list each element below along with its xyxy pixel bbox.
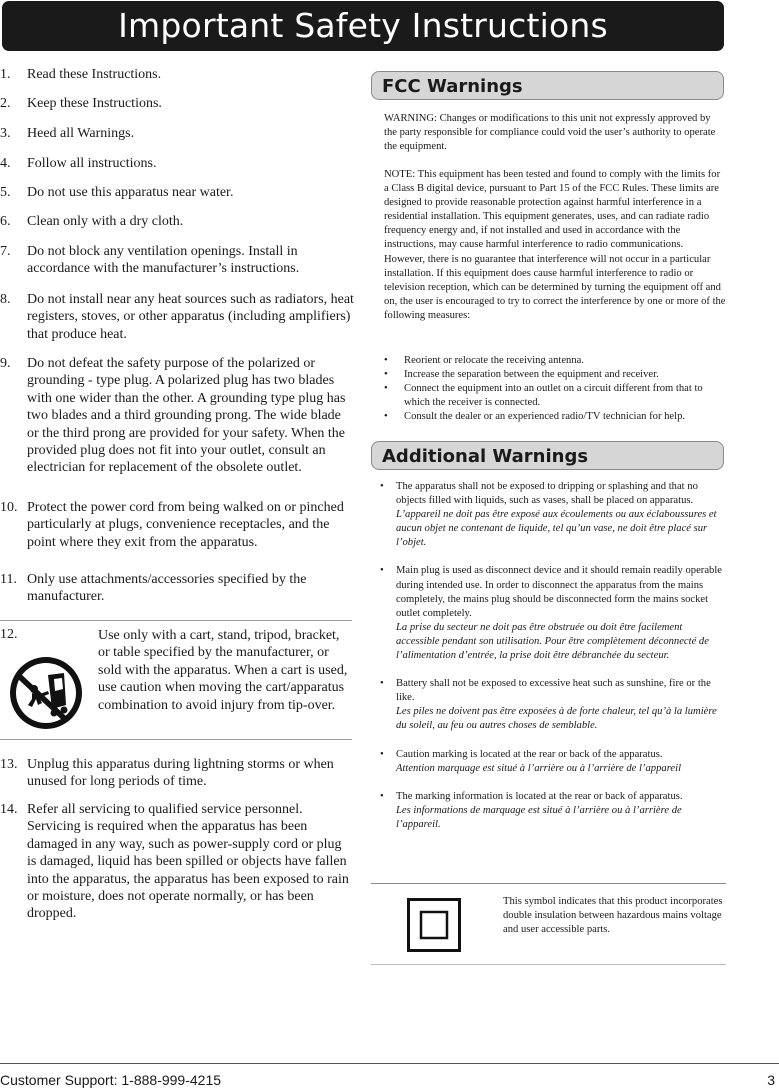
bullet: • — [380, 481, 384, 492]
item-text: Read these Instructions. — [27, 67, 162, 82]
additional-warnings-list — [371, 480, 726, 832]
page-number: 3 — [767, 1072, 775, 1088]
cart-warning-box — [0, 620, 352, 740]
bullet: • — [380, 678, 384, 690]
page-title: Important Safety Instructions — [2, 1, 724, 51]
list-item — [384, 354, 724, 368]
instruction-item — [0, 125, 357, 142]
item-number: 6. — [0, 214, 11, 229]
item-number: 14. — [0, 802, 18, 817]
cart-warning-text: Use only with a cart, stand, tripod, bracket, or table specified by the manufacturer, or sold with the apparatus. When a cart is used, use caution when moving the cart/apparatus combination to avoid injury from tip-over. — [98, 628, 348, 713]
list-item — [371, 480, 726, 550]
item-number: 5. — [0, 185, 11, 200]
measure-text: Connect the equipment into an outlet on a circuit different from that to which the receiver is connected. — [404, 383, 703, 409]
item-text: Do not use this apparatus near water. — [27, 185, 234, 200]
item-number: 1. — [0, 67, 11, 82]
bullet: • — [384, 411, 388, 423]
item-number: 7. — [0, 244, 11, 259]
item-text: Keep these Instructions. — [27, 96, 162, 111]
list-item — [384, 368, 724, 382]
measure-text: Consult the dealer or an experienced radio/TV technician for help. — [404, 411, 686, 423]
additional-warnings-heading: Additional Warnings — [371, 441, 724, 470]
list-item — [384, 410, 724, 424]
warning-text-en: The apparatus shall not be exposed to dripping or splashing and that no objects filled with liquids, such as vases, shall be placed on apparatus. — [396, 481, 698, 507]
warning-text-en: The marking information is located at the rear or back of apparatus. — [396, 790, 683, 802]
item-text: Do not install near any heat sources such as radiators, heat registers, stoves, or other apparatus (including amplifiers) that produce heat. — [27, 292, 354, 342]
item-number: 13. — [0, 757, 18, 772]
measure-text: Reorient or relocate the receiving antenna. — [404, 355, 585, 366]
instruction-item — [0, 801, 353, 923]
item-text: Clean only with a dry cloth. — [27, 214, 184, 229]
item-number: 3. — [0, 126, 11, 141]
instruction-item — [0, 184, 357, 201]
instruction-item — [0, 291, 355, 343]
item-text: Follow all instructions. — [27, 156, 157, 171]
bullet: • — [380, 565, 384, 577]
item-text: Refer all servicing to qualified service personnel. Servicing is required when the apparatus has been damaged in any way, such as power-supply cord or plug is damaged, liquid has been spilled or objects have fallen into the apparatus, the apparatus has been exposed to rain or moisture, does not operate normally, or has been dropped. — [27, 802, 349, 922]
warning-text-fr: La prise du secteur ne doit pas être obstruée ou doit être facilement accessible pendant son utilisation. Pour être complètement déconnecté de l’alimentation d’entrée, la prise doit être débranchée du secteur. — [396, 621, 709, 662]
item-text: Heed all Warnings. — [27, 126, 135, 141]
instruction-item — [0, 571, 337, 606]
item-number: 12. — [0, 627, 18, 642]
instruction-item — [0, 243, 317, 278]
item-text: Protect the power cord from being walked on or pinched particularly at plugs, convenience receptacles, and the point where they exit from the apparatus. — [27, 500, 344, 550]
instruction-item — [0, 355, 355, 477]
item-number: 11. — [0, 572, 17, 587]
instruction-item — [0, 756, 349, 791]
instruction-item — [0, 213, 357, 230]
list-item — [371, 748, 726, 776]
double-insulation-text: This symbol indicates that this product incorporates double insulation between hazardous mains voltage and user accessible parts. — [503, 896, 723, 936]
fcc-note-paragraph: NOTE: This equipment has been tested and found to comply with the limits for a Class B digital device, pursuant to Part 15 of the FCC Rules. These limits are designed to provide reasonable protection against harmful interference in a residential installation. This equipment generates, uses, and can radiate radio frequency energy and, if not installed and used in accordance with the instructions, may cause harmful interference to radio communications. However, there is no guarantee that interference will not occur in a particular installation. If this equipment does cause harmful interference to radio or television reception, which can be determined by turning the equipment off and on, the user is encouraged to try to correct the interference by one or more of the following measures: — [384, 169, 726, 321]
fcc-warnings-heading: FCC Warnings — [371, 71, 724, 100]
fcc-warning-paragraph: WARNING: Changes or modifications to this unit not expressly approved by the party responsible for compliance could void the user’s authority to operate the equipment. — [384, 113, 716, 153]
bullet: • — [384, 369, 388, 381]
item-number: 9. — [0, 356, 11, 371]
footer-divider — [0, 1063, 779, 1064]
item-text: Do not block any ventilation openings. Install in accordance with the manufacturer’s instructions. — [27, 244, 300, 277]
fcc-measures-list — [384, 354, 724, 424]
instruction-item — [0, 155, 357, 172]
item-number: 10. — [0, 500, 18, 515]
item-number: 4. — [0, 156, 11, 171]
double-insulation-box — [371, 883, 726, 965]
warning-text-en: Caution marking is located at the rear or back of the apparatus. — [396, 748, 663, 760]
warning-text-fr: Les informations de marquage est situé à l’arrière ou à l’arrière de l’appareil. — [396, 804, 682, 830]
item-text: Unplug this apparatus during lightning storms or when unused for long periods of time. — [27, 757, 334, 790]
item-number: 2. — [0, 96, 11, 111]
bullet: • — [384, 383, 388, 395]
instruction-item — [0, 499, 357, 551]
measure-text: Increase the separation between the equipment and receiver. — [404, 369, 659, 381]
bullet: • — [380, 748, 384, 760]
list-item — [384, 382, 724, 410]
instruction-item — [0, 66, 357, 83]
list-item — [371, 790, 726, 832]
list-item — [371, 564, 726, 663]
warning-text-en: Battery shall not be exposed to excessive heat such as sunshine, fire or the like. — [396, 678, 711, 704]
warning-text-fr: L’appareil ne doit pas être exposé aux écoulements ou aux éclaboussures et aucun objet ne contenant de liquide, tel qu’un vase, ne doit être placé sur l’objet. — [396, 509, 717, 549]
warning-text-fr: Les piles ne doivent pas être exposées à de forte chaleur, tel qu’à la lumière du soleil, au feu ou autres choses de semblable. — [396, 706, 717, 732]
double-insulation-icon — [407, 898, 461, 952]
customer-support: Customer Support: 1-888-999-4215 — [0, 1072, 222, 1088]
bullet: • — [380, 790, 384, 802]
item-text: Only use attachments/accessories specified by the manufacturer. — [27, 572, 307, 605]
cart-tip-over-icon — [8, 655, 84, 731]
warning-text-fr: Attention marquage est situé à l’arrière ou à l’arrière de l’appareil — [396, 762, 682, 774]
bullet: • — [384, 355, 388, 366]
instruction-item — [0, 95, 357, 112]
warning-text-en: Main plug is used as disconnect device and it should remain readily operable during intended use. In order to disconnect the apparatus from the mains completely, the mains plug should be disconnected form the mains socket outlet completely. — [396, 565, 722, 619]
item-text: Do not defeat the safety purpose of the polarized or grounding - type plug. A polarized plug has two blades with one wider than the other. A grounding type plug has two blades and a third grounding prong. The wide blade or the third prong are provided for your safety. When the provided plug does not fit into your outlet, consult an electrician for replacement of the obsolete outlet. — [27, 356, 346, 476]
list-item — [371, 677, 726, 733]
item-number: 8. — [0, 292, 11, 307]
